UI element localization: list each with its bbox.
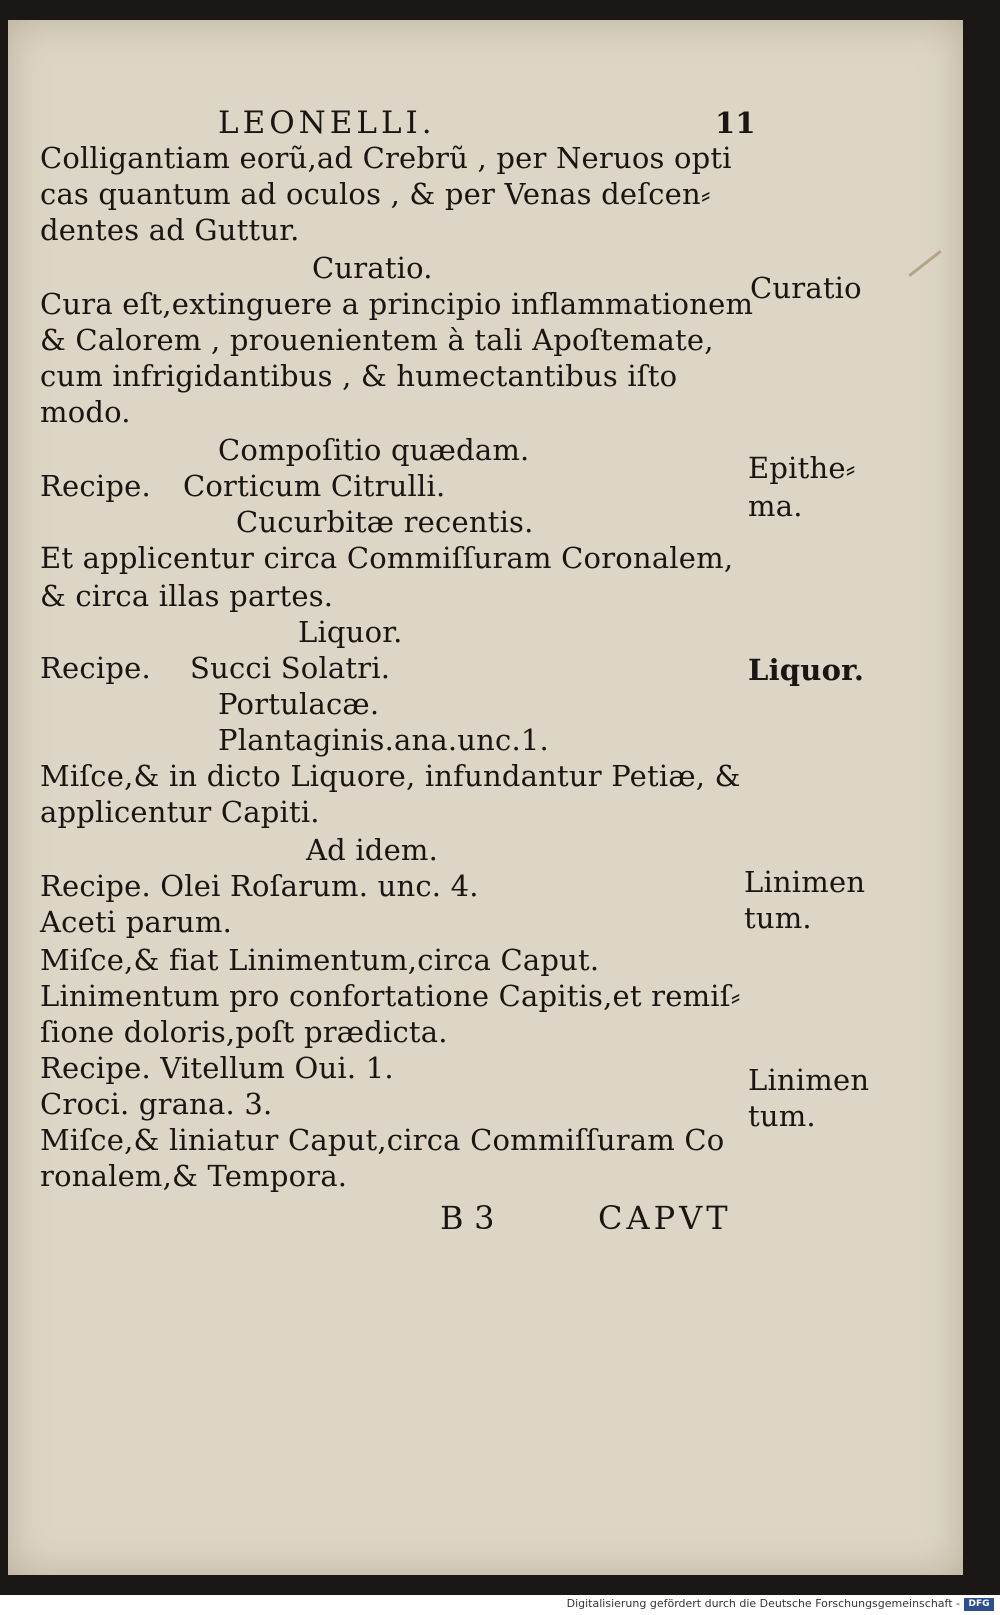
- recipe-label: Recipe.: [40, 651, 151, 685]
- section-heading: Liquor.: [298, 615, 403, 649]
- ingredient: Portulacæ.: [218, 687, 380, 721]
- text-line: modo.: [40, 395, 131, 429]
- ingredient: Succi Solatri.: [190, 651, 391, 685]
- margin-note: Liquor.: [748, 653, 865, 687]
- section-heading: Ad idem.: [306, 833, 439, 867]
- text-line: Linimentum pro confortatione Capitis,et remiſ⸗: [40, 979, 741, 1013]
- text-line: Miſce,& liniatur Caput,circa Commiſſuram Co: [40, 1123, 725, 1157]
- margin-note: Linimen: [748, 1063, 870, 1097]
- footer-bar: [0, 1595, 1000, 1615]
- ingredient: Corticum Citrulli.: [183, 469, 446, 503]
- ingredient: Plantaginis.ana.unc.1.: [218, 723, 549, 757]
- margin-note: Epithe⸗: [748, 451, 856, 485]
- footer-credit: Digitalisierung gefördert durch die Deutsche Forschungsgemeinschaft -: [566, 1597, 960, 1610]
- margin-note: Curatio: [750, 271, 862, 305]
- dfg-logo: DFG: [964, 1598, 994, 1611]
- text-line: cum infrigidantibus , & humectantibus iſto: [40, 359, 678, 393]
- text-line: Et applicentur circa Commiſſuram Coronalem,: [40, 541, 734, 575]
- text-line: Recipe. Vitellum Oui. 1.: [40, 1051, 394, 1085]
- text-line: Miſce,& fiat Linimentum,circa Caput.: [40, 943, 600, 977]
- recipe-label: Recipe.: [40, 469, 151, 503]
- text-line: & circa illas partes.: [40, 579, 334, 613]
- text-line: Miſce,& in dicto Liquore, infundantur Petiæ, &: [40, 759, 741, 793]
- text-line: Aceti parum.: [40, 905, 233, 939]
- text-line: cas quantum ad oculos , & per Venas deſcen⸗: [40, 177, 711, 211]
- margin-note: tum.: [744, 901, 812, 935]
- text-line: Recipe. Olei Roſarum. unc. 4.: [40, 869, 479, 903]
- catchword: CAPVT: [598, 1199, 732, 1237]
- section-heading: Compoſitio quædam.: [218, 433, 530, 467]
- text-line: dentes ad Guttur.: [40, 213, 300, 247]
- ingredient: Cucurbitæ recentis.: [236, 505, 534, 539]
- margin-note: ma.: [748, 489, 803, 523]
- text-line: ronalem,& Tempora.: [40, 1159, 348, 1193]
- text-line: applicentur Capiti.: [40, 795, 320, 829]
- text-line: Cura eſt,extinguere a principio inflammationem: [40, 287, 754, 321]
- text-line: Colligantiam eorũ,ad Crebrũ , per Neruos opti: [40, 141, 732, 175]
- page-number: 11: [715, 106, 756, 140]
- running-title: LEONELLI.: [218, 105, 436, 141]
- text-line: & Calorem , prouenientem à tali Apoſtemate,: [40, 323, 714, 357]
- signature-mark: B 3: [440, 1199, 495, 1237]
- text-line: ſione doloris,poſt prædicta.: [40, 1015, 448, 1049]
- margin-note: tum.: [748, 1099, 816, 1133]
- margin-note: Linimen: [744, 865, 866, 899]
- section-heading: Curatio.: [312, 251, 433, 285]
- text-line: Croci. grana. 3.: [40, 1087, 273, 1121]
